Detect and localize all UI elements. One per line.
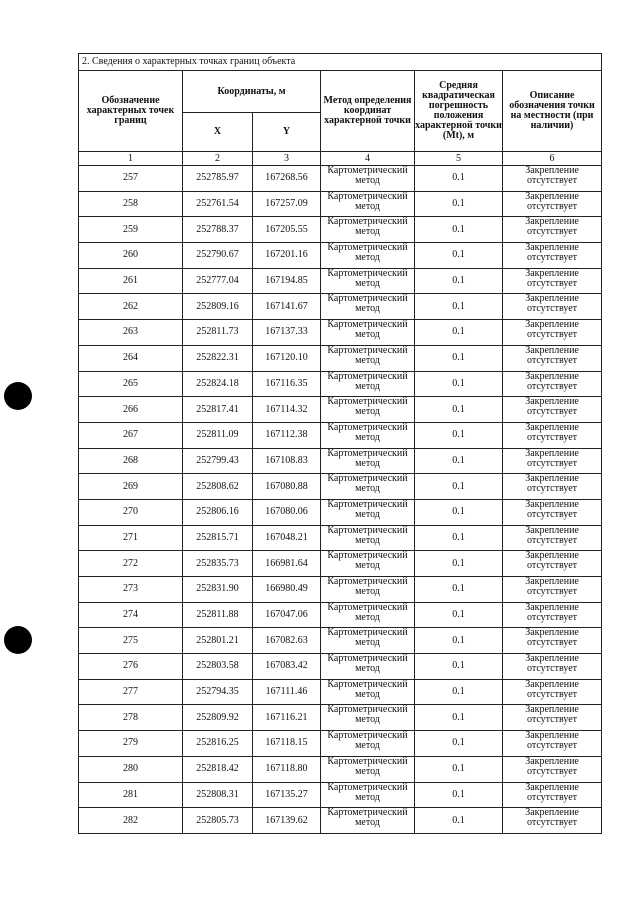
header-error: Средняя квадратическая погрешность положения характерной точки (Mt), м	[415, 71, 503, 152]
point-cell: 261	[79, 268, 183, 294]
point-cell: 278	[79, 705, 183, 731]
method-cell: Картометрический метод	[321, 808, 415, 834]
table-row	[79, 268, 602, 294]
point-cell: 264	[79, 345, 183, 371]
table-row	[79, 191, 602, 217]
x-coordinate-cell: 252777.04	[183, 268, 253, 294]
method-cell: Картометрический метод	[321, 397, 415, 423]
method-cell: Картометрический метод	[321, 731, 415, 757]
punch-hole	[4, 382, 32, 410]
x-coordinate-cell: 252808.62	[183, 474, 253, 500]
point-cell: 279	[79, 731, 183, 757]
header-y: Y	[253, 113, 321, 152]
x-coordinate-cell: 252761.54	[183, 191, 253, 217]
description-cell: Закрепление отсутствует	[503, 602, 602, 628]
column-number: 2	[183, 152, 253, 166]
y-coordinate-cell: 167118.15	[253, 731, 321, 757]
y-coordinate-cell: 167120.10	[253, 345, 321, 371]
method-cell: Картометрический метод	[321, 422, 415, 448]
y-coordinate-cell: 167112.38	[253, 422, 321, 448]
point-cell: 257	[79, 166, 183, 192]
x-coordinate-cell: 252818.42	[183, 756, 253, 782]
table-row	[79, 731, 602, 757]
table-row	[79, 679, 602, 705]
y-coordinate-cell: 167047.06	[253, 602, 321, 628]
method-cell: Картометрический метод	[321, 602, 415, 628]
error-cell: 0.1	[415, 499, 503, 525]
y-coordinate-cell: 167114.32	[253, 397, 321, 423]
description-cell: Закрепление отсутствует	[503, 166, 602, 192]
x-coordinate-cell: 252811.73	[183, 320, 253, 346]
y-coordinate-cell: 167201.16	[253, 243, 321, 269]
point-cell: 272	[79, 551, 183, 577]
method-cell: Картометрический метод	[321, 268, 415, 294]
x-coordinate-cell: 252785.97	[183, 166, 253, 192]
method-cell: Картометрический метод	[321, 474, 415, 500]
point-cell: 263	[79, 320, 183, 346]
description-cell: Закрепление отсутствует	[503, 422, 602, 448]
x-coordinate-cell: 252806.16	[183, 499, 253, 525]
table-row	[79, 320, 602, 346]
description-cell: Закрепление отсутствует	[503, 345, 602, 371]
error-cell: 0.1	[415, 602, 503, 628]
table-row	[79, 422, 602, 448]
error-cell: 0.1	[415, 294, 503, 320]
point-cell: 260	[79, 243, 183, 269]
header-point: Обозначение характерных точек границ	[79, 71, 183, 152]
section-title: 2. Сведения о характерных точках границ объекта	[79, 54, 602, 71]
error-cell: 0.1	[415, 320, 503, 346]
y-coordinate-cell: 167080.88	[253, 474, 321, 500]
point-cell: 271	[79, 525, 183, 551]
error-cell: 0.1	[415, 679, 503, 705]
x-coordinate-cell: 252811.09	[183, 422, 253, 448]
column-number: 6	[503, 152, 602, 166]
method-cell: Картометрический метод	[321, 345, 415, 371]
method-cell: Картометрический метод	[321, 499, 415, 525]
column-numbers-row	[79, 152, 602, 166]
error-cell: 0.1	[415, 705, 503, 731]
description-cell: Закрепление отсутствует	[503, 243, 602, 269]
error-cell: 0.1	[415, 577, 503, 603]
x-coordinate-cell: 252824.18	[183, 371, 253, 397]
y-coordinate-cell: 167048.21	[253, 525, 321, 551]
error-cell: 0.1	[415, 474, 503, 500]
y-coordinate-cell: 166980.49	[253, 577, 321, 603]
table-row	[79, 551, 602, 577]
description-cell: Закрепление отсутствует	[503, 782, 602, 808]
error-cell: 0.1	[415, 448, 503, 474]
method-cell: Картометрический метод	[321, 654, 415, 680]
x-coordinate-cell: 252835.73	[183, 551, 253, 577]
point-cell: 281	[79, 782, 183, 808]
table-row	[79, 499, 602, 525]
point-cell: 280	[79, 756, 183, 782]
point-cell: 277	[79, 679, 183, 705]
method-cell: Картометрический метод	[321, 166, 415, 192]
table-row	[79, 705, 602, 731]
header-x: X	[183, 113, 253, 152]
description-cell: Закрепление отсутствует	[503, 628, 602, 654]
method-cell: Картометрический метод	[321, 243, 415, 269]
error-cell: 0.1	[415, 345, 503, 371]
x-coordinate-cell: 252794.35	[183, 679, 253, 705]
description-cell: Закрепление отсутствует	[503, 448, 602, 474]
point-cell: 268	[79, 448, 183, 474]
x-coordinate-cell: 252822.31	[183, 345, 253, 371]
y-coordinate-cell: 167082.63	[253, 628, 321, 654]
error-cell: 0.1	[415, 217, 503, 243]
method-cell: Картометрический метод	[321, 294, 415, 320]
table-row	[79, 166, 602, 192]
y-coordinate-cell: 167080.06	[253, 499, 321, 525]
y-coordinate-cell: 167118.80	[253, 756, 321, 782]
description-cell: Закрепление отсутствует	[503, 705, 602, 731]
y-coordinate-cell: 167194.85	[253, 268, 321, 294]
description-cell: Закрепление отсутствует	[503, 525, 602, 551]
description-cell: Закрепление отсутствует	[503, 397, 602, 423]
method-cell: Картометрический метод	[321, 551, 415, 577]
method-cell: Картометрический метод	[321, 756, 415, 782]
y-coordinate-cell: 167268.56	[253, 166, 321, 192]
x-coordinate-cell: 252788.37	[183, 217, 253, 243]
x-coordinate-cell: 252803.58	[183, 654, 253, 680]
description-cell: Закрепление отсутствует	[503, 268, 602, 294]
description-cell: Закрепление отсутствует	[503, 217, 602, 243]
method-cell: Картометрический метод	[321, 628, 415, 654]
error-cell: 0.1	[415, 654, 503, 680]
column-number: 1	[79, 152, 183, 166]
point-cell: 274	[79, 602, 183, 628]
y-coordinate-cell: 167257.09	[253, 191, 321, 217]
error-cell: 0.1	[415, 628, 503, 654]
point-cell: 266	[79, 397, 183, 423]
y-coordinate-cell: 167141.67	[253, 294, 321, 320]
table-row	[79, 448, 602, 474]
table-row	[79, 294, 602, 320]
point-cell: 276	[79, 654, 183, 680]
y-coordinate-cell: 167139.62	[253, 808, 321, 834]
description-cell: Закрепление отсутствует	[503, 756, 602, 782]
method-cell: Картометрический метод	[321, 679, 415, 705]
error-cell: 0.1	[415, 525, 503, 551]
y-coordinate-cell: 167116.35	[253, 371, 321, 397]
method-cell: Картометрический метод	[321, 371, 415, 397]
x-coordinate-cell: 252816.25	[183, 731, 253, 757]
y-coordinate-cell: 167083.42	[253, 654, 321, 680]
description-cell: Закрепление отсутствует	[503, 371, 602, 397]
point-cell: 265	[79, 371, 183, 397]
point-cell: 262	[79, 294, 183, 320]
column-number: 5	[415, 152, 503, 166]
point-cell: 275	[79, 628, 183, 654]
description-cell: Закрепление отсутствует	[503, 551, 602, 577]
table-row	[79, 808, 602, 834]
y-coordinate-cell: 167135.27	[253, 782, 321, 808]
table-row	[79, 602, 602, 628]
description-cell: Закрепление отсутствует	[503, 731, 602, 757]
x-coordinate-cell: 252801.21	[183, 628, 253, 654]
error-cell: 0.1	[415, 756, 503, 782]
table-row	[79, 756, 602, 782]
boundary-points-table	[78, 53, 602, 834]
header-coordinates: Координаты, м	[183, 71, 321, 113]
point-cell: 267	[79, 422, 183, 448]
error-cell: 0.1	[415, 731, 503, 757]
description-cell: Закрепление отсутствует	[503, 191, 602, 217]
x-coordinate-cell: 252815.71	[183, 525, 253, 551]
table-row	[79, 525, 602, 551]
y-coordinate-cell: 167205.55	[253, 217, 321, 243]
header-method: Метод определения координат характерной точки	[321, 71, 415, 152]
column-number: 4	[321, 152, 415, 166]
table-row	[79, 397, 602, 423]
x-coordinate-cell: 252831.90	[183, 577, 253, 603]
x-coordinate-cell: 252799.43	[183, 448, 253, 474]
error-cell: 0.1	[415, 551, 503, 577]
point-cell: 269	[79, 474, 183, 500]
y-coordinate-cell: 167137.33	[253, 320, 321, 346]
method-cell: Картометрический метод	[321, 217, 415, 243]
table-row	[79, 217, 602, 243]
table-row	[79, 474, 602, 500]
table-row	[79, 371, 602, 397]
table-row	[79, 628, 602, 654]
point-cell: 259	[79, 217, 183, 243]
method-cell: Картометрический метод	[321, 705, 415, 731]
error-cell: 0.1	[415, 371, 503, 397]
description-cell: Закрепление отсутствует	[503, 499, 602, 525]
error-cell: 0.1	[415, 397, 503, 423]
punch-hole	[4, 626, 32, 654]
x-coordinate-cell: 252817.41	[183, 397, 253, 423]
x-coordinate-cell: 252809.16	[183, 294, 253, 320]
y-coordinate-cell: 167108.83	[253, 448, 321, 474]
x-coordinate-cell: 252808.31	[183, 782, 253, 808]
x-coordinate-cell: 252805.73	[183, 808, 253, 834]
table-row	[79, 243, 602, 269]
description-cell: Закрепление отсутствует	[503, 679, 602, 705]
description-cell: Закрепление отсутствует	[503, 474, 602, 500]
table-row	[79, 577, 602, 603]
table-row	[79, 654, 602, 680]
method-cell: Картометрический метод	[321, 448, 415, 474]
error-cell: 0.1	[415, 268, 503, 294]
method-cell: Картометрический метод	[321, 191, 415, 217]
x-coordinate-cell: 252790.67	[183, 243, 253, 269]
method-cell: Картометрический метод	[321, 525, 415, 551]
table-row	[79, 345, 602, 371]
x-coordinate-cell: 252811.88	[183, 602, 253, 628]
description-cell: Закрепление отсутствует	[503, 577, 602, 603]
error-cell: 0.1	[415, 782, 503, 808]
column-number: 3	[253, 152, 321, 166]
method-cell: Картометрический метод	[321, 320, 415, 346]
error-cell: 0.1	[415, 243, 503, 269]
error-cell: 0.1	[415, 191, 503, 217]
table-row	[79, 782, 602, 808]
description-cell: Закрепление отсутствует	[503, 294, 602, 320]
method-cell: Картометрический метод	[321, 782, 415, 808]
description-cell: Закрепление отсутствует	[503, 808, 602, 834]
error-cell: 0.1	[415, 808, 503, 834]
point-cell: 282	[79, 808, 183, 834]
y-coordinate-cell: 167111.46	[253, 679, 321, 705]
point-cell: 270	[79, 499, 183, 525]
description-cell: Закрепление отсутствует	[503, 320, 602, 346]
point-cell: 258	[79, 191, 183, 217]
method-cell: Картометрический метод	[321, 577, 415, 603]
error-cell: 0.1	[415, 422, 503, 448]
y-coordinate-cell: 167116.21	[253, 705, 321, 731]
error-cell: 0.1	[415, 166, 503, 192]
y-coordinate-cell: 166981.64	[253, 551, 321, 577]
x-coordinate-cell: 252809.92	[183, 705, 253, 731]
header-description: Описание обозначения точки на местности (при наличии)	[503, 71, 602, 152]
point-cell: 273	[79, 577, 183, 603]
description-cell: Закрепление отсутствует	[503, 654, 602, 680]
